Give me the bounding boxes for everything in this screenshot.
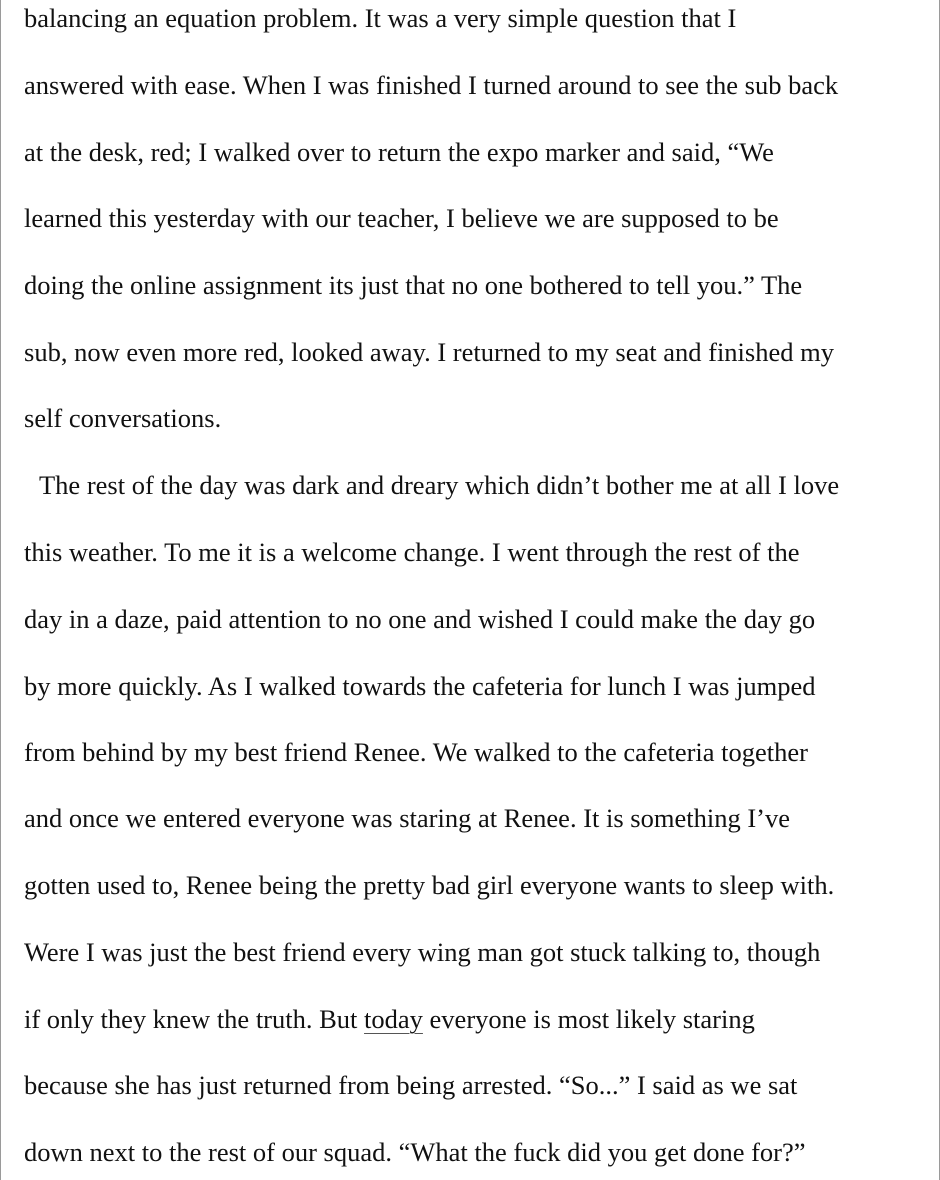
- text-line: balancing an equation problem. It was a very simple question that I: [24, 3, 737, 33]
- text-line-with-underline: [24, 1003, 755, 1035]
- text-line: day in a daze, paid attention to no one and wished I could make the day go: [24, 604, 816, 634]
- text-line: and once we entered everyone was staring at Renee. It is something I’ve: [24, 803, 791, 833]
- text-line: sub, now even more red, looked away. I returned to my seat and finished my: [24, 337, 834, 367]
- underlined-word: today: [364, 1004, 423, 1034]
- text-segment: everyone is most likely staring: [422, 1004, 755, 1034]
- text-segment: if only they knew the truth. But: [24, 1004, 365, 1034]
- text-line: this weather. To me it is a welcome change. I went through the rest of the: [24, 537, 800, 567]
- text-line: by more quickly. As I walked towards the cafeteria for lunch I was jumped: [24, 671, 816, 701]
- text-line: self conversations.: [24, 403, 222, 433]
- text-line: from behind by my best friend Renee. We walked to the cafeteria together: [24, 737, 808, 767]
- text-line: doing the online assignment its just that no one bothered to tell you.” The: [24, 270, 803, 300]
- text-line: down next to the rest of our squad. “What the fuck did you get done for?”: [24, 1137, 806, 1167]
- text-line: gotten used to, Renee being the pretty bad girl everyone wants to sleep with.: [24, 870, 835, 900]
- text-line: because she has just returned from being arrested. “So...” I said as we sat: [24, 1070, 798, 1100]
- page-left-border: [0, 0, 1, 1180]
- text-line: at the desk, red; I walked over to return the expo marker and said, “We: [24, 137, 774, 167]
- paragraph-first-line: The rest of the day was dark and dreary which didn’t bother me at all I love: [39, 470, 840, 500]
- text-line: answered with ease. When I was finished I turned around to see the sub back: [24, 70, 839, 100]
- text-line: Were I was just the best friend every wing man got stuck talking to, though: [24, 937, 821, 967]
- text-line: learned this yesterday with our teacher, I believe we are supposed to be: [24, 203, 779, 233]
